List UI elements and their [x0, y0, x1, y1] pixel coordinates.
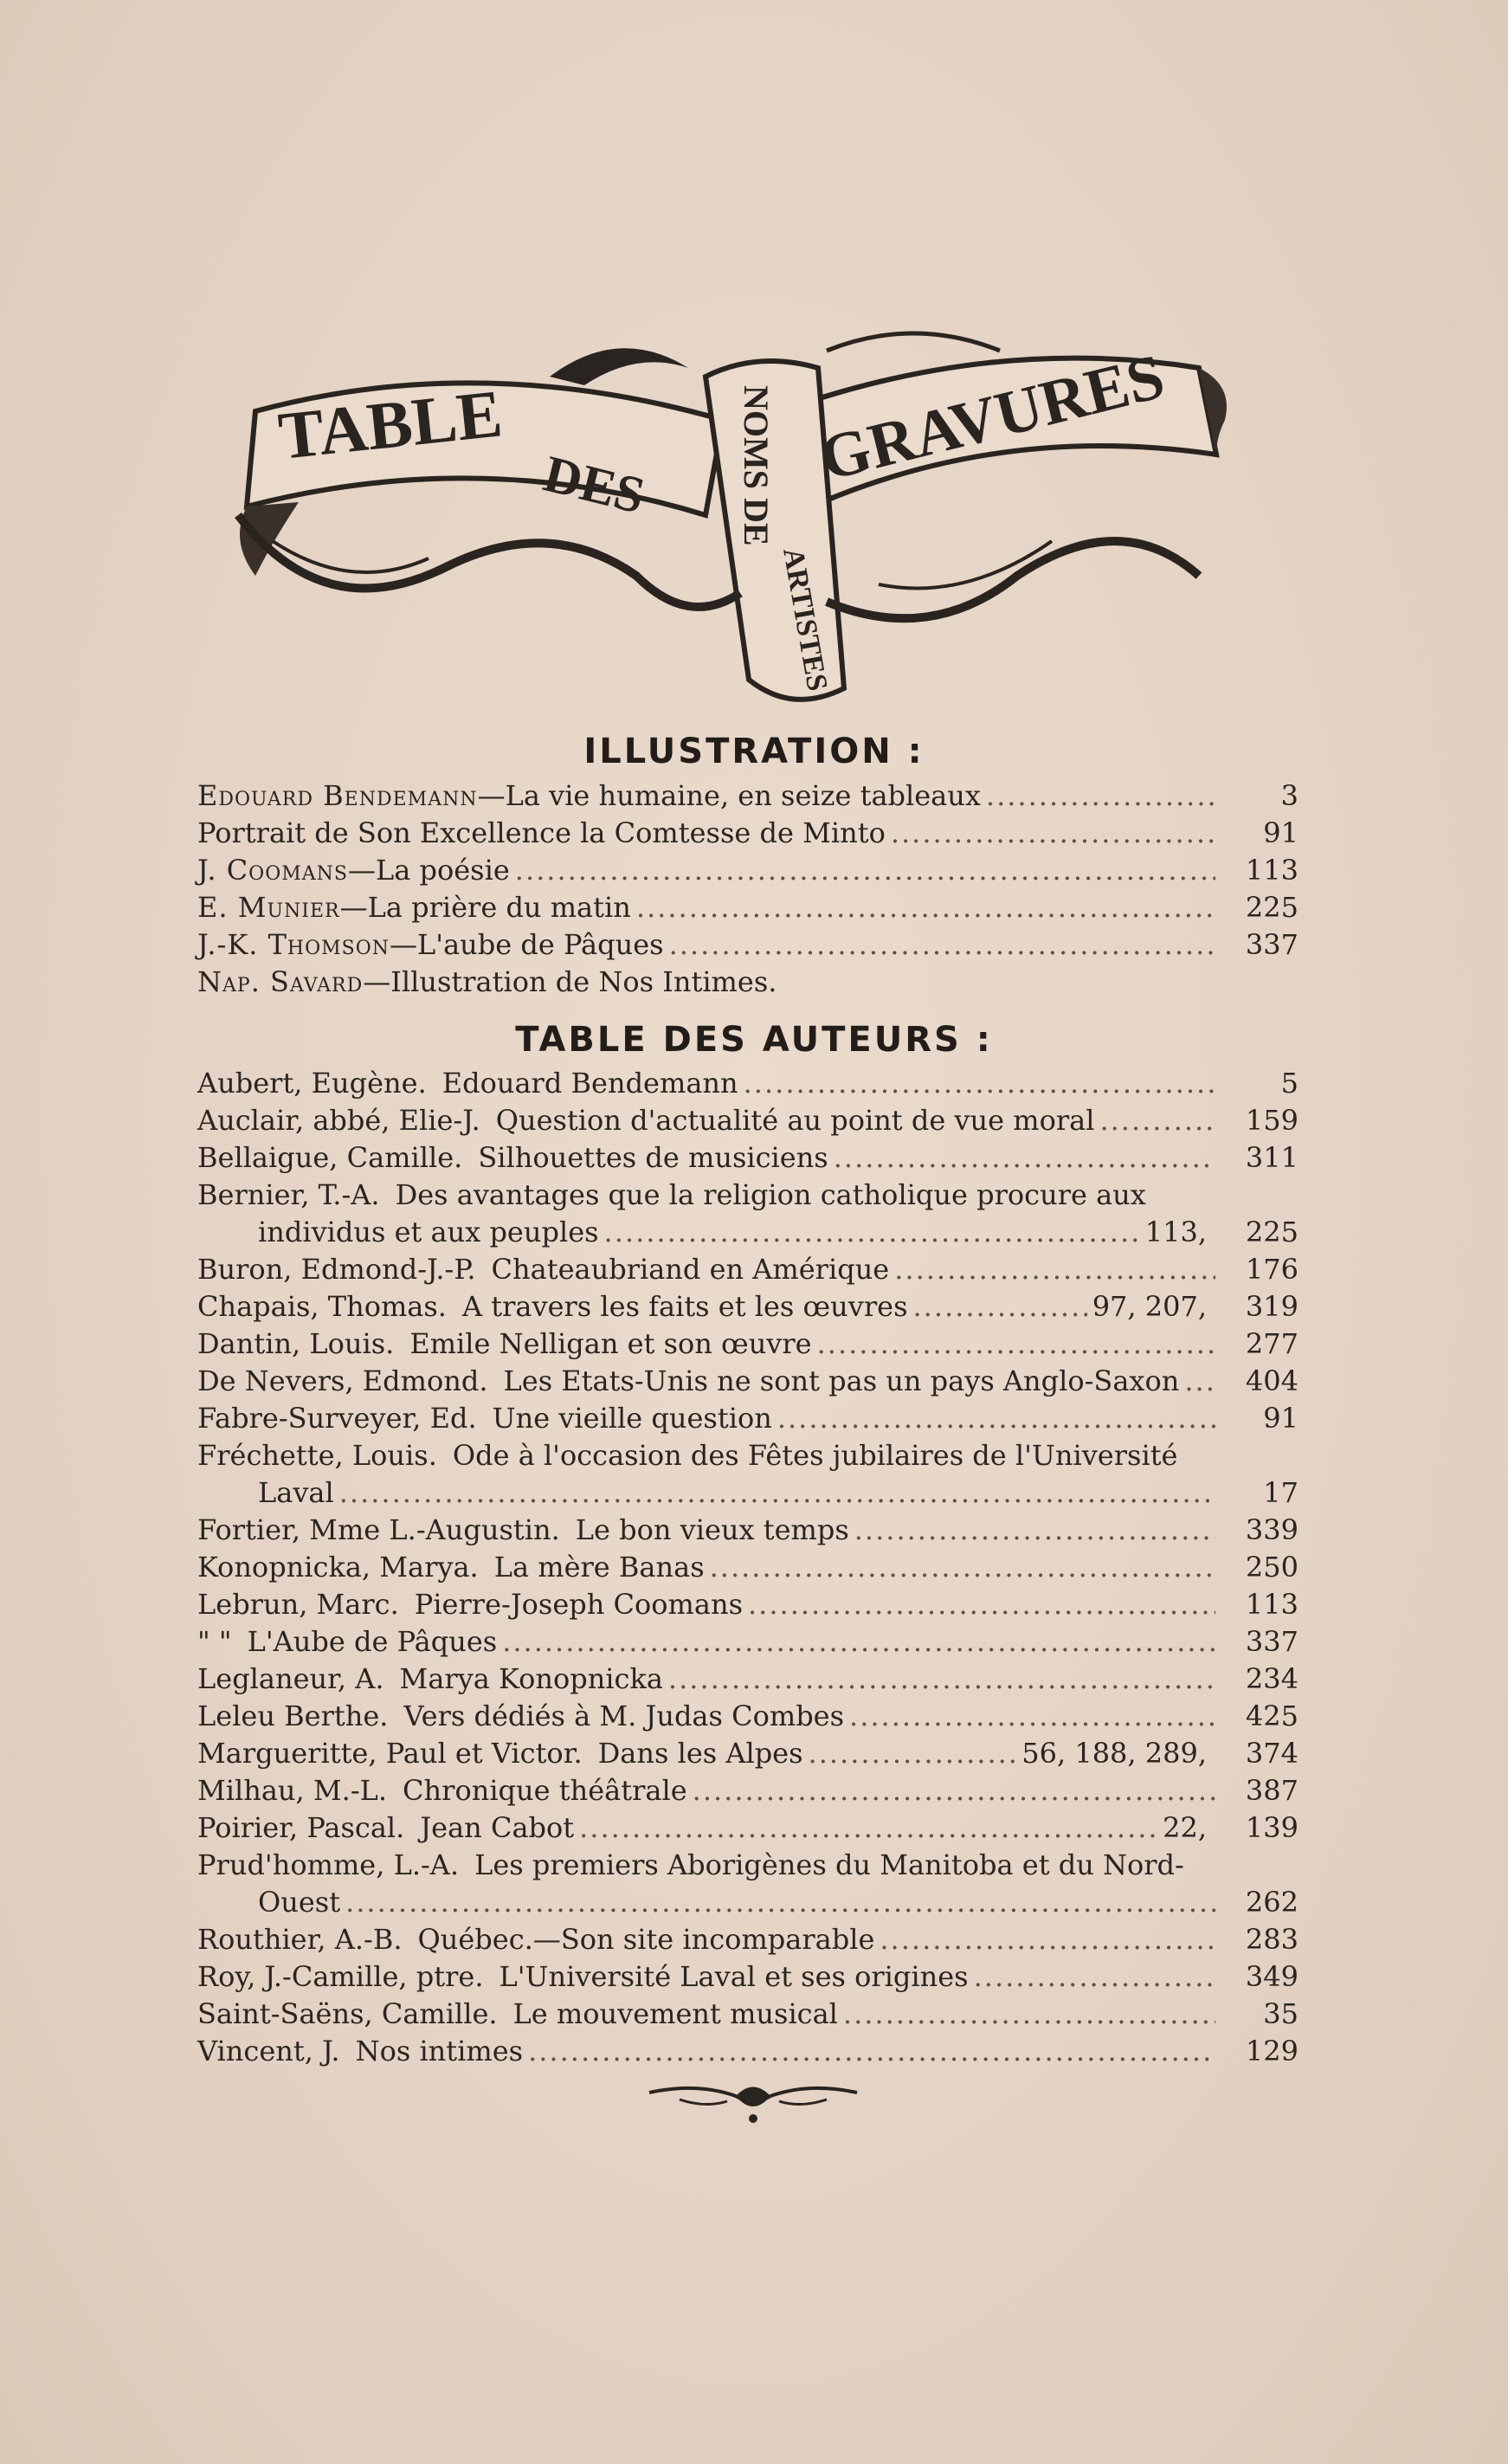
dot-leader: [744, 1065, 1215, 1102]
author-entry: [197, 1698, 1299, 1735]
extra-page-numbers: 97, 207,: [1092, 1290, 1207, 1323]
dot-leader: [912, 1288, 1086, 1326]
author-entry: [197, 1363, 1299, 1400]
author-name: Vincent, J.: [197, 2035, 340, 2067]
banner-word-artistes: ARTISTES: [777, 545, 834, 693]
dot-leader: [339, 1474, 1215, 1512]
page-number: 129: [1245, 2035, 1299, 2067]
article-title: Des avantages que la religion catholique procure aux: [395, 1178, 1146, 1211]
author-name: Leleu Berthe.: [197, 1700, 389, 1732]
author-entry: [197, 1772, 1299, 1809]
page-number: 374: [1245, 1737, 1299, 1770]
author-name: Fabre-Surveyer, Ed.: [197, 1402, 477, 1435]
article-title: Dans les Alpes: [597, 1737, 803, 1770]
author-entry: [197, 1996, 1299, 2033]
illustration-separator: —: [477, 779, 506, 812]
dot-leader: [834, 1139, 1215, 1177]
author-entry: [197, 1512, 1299, 1549]
author-entry: [197, 1102, 1299, 1139]
article-title: Pierre-Joseph Coomans: [414, 1588, 743, 1621]
author-entry: [197, 1809, 1299, 1847]
author-entry: [197, 1958, 1299, 1996]
dot-leader: [748, 1586, 1215, 1623]
extra-page-numbers: 113,: [1144, 1216, 1207, 1248]
extra-page-numbers: 22,: [1163, 1811, 1207, 1844]
author-entry: [197, 1847, 1299, 1921]
article-title: Silhouettes de musiciens: [478, 1141, 828, 1174]
article-title: Les Etats-Unis ne sont pas un pays Anglo-Saxon: [503, 1364, 1180, 1397]
author-name: Dantin, Louis.: [197, 1327, 395, 1360]
author-name: Chapais, Thomas.: [197, 1290, 447, 1323]
article-title: Le bon vieux temps: [575, 1513, 849, 1546]
author-name: Prud'homme, L.-A.: [197, 1848, 460, 1881]
author-name: Margueritte, Paul et Victor.: [197, 1737, 583, 1770]
page-number: 349: [1245, 1960, 1299, 1993]
page-number: 337: [1245, 928, 1299, 961]
author-name: " ": [197, 1625, 232, 1658]
author-entry: [197, 1326, 1299, 1363]
page-number: 234: [1245, 1662, 1299, 1695]
author-name: Konopnicka, Marya.: [197, 1551, 479, 1584]
page-number: 277: [1245, 1327, 1299, 1360]
authors-list: [197, 1065, 1299, 2070]
dot-leader: [849, 1698, 1215, 1735]
illustration-entry: [197, 777, 1299, 815]
article-title: Emile Nelligan et son œuvre: [409, 1327, 812, 1360]
page-number: 5: [1280, 1067, 1299, 1100]
illustration-title: L'aube de Pâques: [417, 928, 664, 961]
article-title: Vers dédiés à M. Judas Combes: [403, 1700, 845, 1732]
article-title: Une vieille question: [492, 1402, 772, 1435]
author-entry: [197, 1623, 1299, 1661]
illustration-entry: [197, 815, 1299, 852]
article-title: Chronique théâtrale: [403, 1774, 687, 1807]
page-number: 225: [1245, 1216, 1299, 1248]
author-entry: [197, 1549, 1299, 1586]
article-title: La mère Banas: [493, 1551, 705, 1584]
illustration-separator: —: [339, 891, 368, 924]
page-number: 35: [1263, 1997, 1299, 2030]
dot-leader: [974, 1958, 1215, 1996]
author-name: Saint-Saëns, Camille.: [197, 1997, 498, 2030]
page-number: 159: [1245, 1104, 1299, 1137]
author-entry: [197, 1661, 1299, 1698]
dot-leader: [880, 1921, 1215, 1958]
author-name: Fortier, Mme L.-Augustin.: [197, 1513, 560, 1546]
banner-word-des: DES: [538, 444, 651, 525]
page-number: 250: [1245, 1551, 1299, 1584]
author-name: Milhau, M.-L.: [197, 1774, 388, 1807]
illustration-artist: E. Munier: [197, 891, 340, 924]
ornament-divider: [645, 2074, 861, 2125]
article-title: L'Université Laval et ses origines: [499, 1960, 969, 1993]
author-name: Auclair, abbé, Elie-J.: [197, 1104, 480, 1137]
page-number: 262: [1245, 1886, 1299, 1919]
author-entry: [197, 1288, 1299, 1326]
dot-leader: [891, 815, 1215, 852]
illustration-artist: Nap. Savard: [197, 965, 364, 998]
author-name: Routhier, A.-B.: [197, 1923, 403, 1956]
dot-leader: [668, 1661, 1215, 1698]
page-number: 337: [1245, 1625, 1299, 1658]
dot-leader: [843, 1996, 1215, 2033]
author-name: Roy, J.-Camille, ptre.: [197, 1960, 484, 1993]
illustration-artist: Edouard Bendemann: [197, 779, 478, 812]
illustration-title: La vie humaine, en seize tableaux: [505, 779, 981, 812]
author-name: De Nevers, Edmond.: [197, 1364, 488, 1397]
page-number: 311: [1245, 1141, 1299, 1174]
dot-leader: [710, 1549, 1215, 1586]
illustration-artist: J. Coomans: [197, 854, 348, 887]
banner-word-gravures: GRAVURES: [813, 340, 1171, 495]
banner-word-noms: NOMS DE: [737, 385, 776, 546]
illustration-title: La poésie: [375, 854, 510, 887]
illustration-entry: [197, 964, 1299, 1001]
banner-word-table: TABLE: [274, 375, 506, 474]
author-name: Bellaigue, Camille.: [197, 1141, 463, 1174]
article-title: L'Aube de Pâques: [247, 1625, 498, 1658]
article-title: Ode à l'occasion des Fêtes jubilaires de l'Université: [452, 1439, 1178, 1472]
illustration-separator: —: [363, 965, 391, 998]
page-number: 283: [1245, 1923, 1299, 1956]
author-entry: [197, 1437, 1299, 1512]
author-entry: [197, 1921, 1299, 1958]
illustration-separator: —: [347, 854, 376, 887]
dot-leader: [1184, 1363, 1215, 1400]
author-entry: [197, 1586, 1299, 1623]
authors-heading: TABLE DES AUTEURS :: [515, 1020, 993, 1060]
page-number: 319: [1245, 1290, 1299, 1323]
article-title-continued: individus et aux peuples: [258, 1216, 599, 1248]
author-entry: [197, 1139, 1299, 1177]
author-name: Lebrun, Marc.: [197, 1588, 399, 1621]
dot-leader: [693, 1772, 1215, 1809]
illustration-entry: [197, 926, 1299, 964]
author-entry: [197, 1065, 1299, 1102]
title-banner: [221, 316, 1242, 732]
dot-leader: [502, 1623, 1215, 1661]
article-title-continued: Laval: [258, 1476, 334, 1509]
page-number: 17: [1263, 1476, 1299, 1509]
dot-leader: [894, 1251, 1215, 1288]
page-number: 113: [1245, 854, 1299, 887]
dot-leader: [817, 1326, 1215, 1363]
illustration-entry: [197, 852, 1299, 889]
article-title: Question d'actualité au point de vue moral: [495, 1104, 1095, 1137]
dot-leader: [777, 1400, 1215, 1437]
article-title: Les premiers Aborigènes du Manitoba et du Nord-: [474, 1848, 1184, 1881]
author-name: Buron, Edmond-J.-P.: [197, 1253, 476, 1286]
illustration-separator: —: [390, 928, 418, 961]
dot-leader: [1099, 1102, 1215, 1139]
dot-leader: [854, 1512, 1215, 1549]
article-title: Le mouvement musical: [512, 1997, 838, 2030]
page-number: 387: [1245, 1774, 1299, 1807]
dot-leader: [986, 777, 1215, 815]
page-number: 339: [1245, 1513, 1299, 1546]
illustration-title: Portrait de Son Excellence la Comtesse de Minto: [197, 816, 886, 849]
author-entry: [197, 1251, 1299, 1288]
article-title: Nos intimes: [355, 2035, 524, 2067]
page-number: 3: [1280, 779, 1299, 812]
dot-leader: [809, 1735, 1017, 1772]
author-entry: [197, 1400, 1299, 1437]
illustration-heading: ILLUSTRATION :: [583, 732, 925, 771]
article-title: Chateaubriand en Amérique: [491, 1253, 890, 1286]
illustration-artist: J.-K. Thomson: [197, 928, 390, 961]
dot-leader: [636, 889, 1215, 926]
dot-leader: [579, 1809, 1157, 1847]
page-number: 91: [1263, 1402, 1299, 1435]
author-entry: [197, 1177, 1299, 1251]
page-number: 404: [1245, 1364, 1299, 1397]
illustration-title: Illustration de Nos Intimes.: [390, 965, 777, 998]
article-title-continued: Ouest: [258, 1886, 341, 1919]
author-name: Fréchette, Louis.: [197, 1439, 437, 1472]
author-name: Aubert, Eugène.: [197, 1067, 427, 1100]
page-number: 139: [1245, 1811, 1299, 1844]
page-number: 113: [1245, 1588, 1299, 1621]
article-title: Jean Cabot: [420, 1811, 575, 1844]
author-name: Leglaneur, A.: [197, 1662, 384, 1695]
dot-leader: [515, 852, 1215, 889]
article-title: Marya Konopnicka: [399, 1662, 663, 1695]
page-number: 91: [1263, 816, 1299, 849]
author-name: Bernier, T.-A.: [197, 1178, 380, 1211]
dot-leader: [604, 1214, 1140, 1251]
author-entry: [197, 2033, 1299, 2070]
illustration-title: La prière du matin: [367, 891, 631, 924]
page-number: 425: [1245, 1700, 1299, 1732]
illustration-list: [197, 777, 1299, 1001]
page-number: 225: [1245, 891, 1299, 924]
dot-leader: [528, 2033, 1215, 2070]
page-number: 176: [1245, 1253, 1299, 1286]
extra-page-numbers: 56, 188, 289,: [1021, 1737, 1207, 1770]
illustration-entry: [197, 889, 1299, 926]
dot-leader: [669, 926, 1215, 964]
author-name: Poirier, Pascal.: [197, 1811, 405, 1844]
dot-leader: [345, 1884, 1215, 1921]
article-title: A travers les faits et les œuvres: [461, 1290, 908, 1323]
author-entry: [197, 1735, 1299, 1772]
article-title: Québec.—Son site incomparable: [417, 1923, 875, 1956]
article-title: Edouard Bendemann: [441, 1067, 738, 1100]
